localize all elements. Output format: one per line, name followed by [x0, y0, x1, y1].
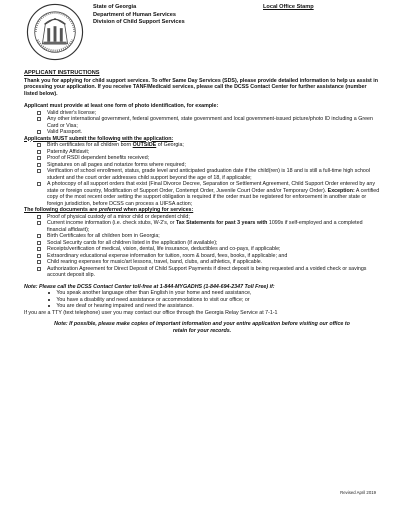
- required-docs-heading: Applicants MUST submit the following with the application:: [24, 135, 174, 142]
- checkbox[interactable]: [37, 267, 41, 271]
- agency-name-block: [93, 4, 185, 27]
- final-note: Note: If possible, please make copies of important information and your entire application before visiting our office to retain for your records.: [54, 321, 350, 334]
- list-item: [37, 220, 380, 233]
- list-item-text: Extraordinary educational expense information for tuition, room & board, fees, books, if applicable; and: [47, 252, 288, 259]
- tty-instructions: If you are a TTY (text telephone) user you may contact our office through the Georgia Relay Service at 7-1-1: [24, 309, 278, 316]
- list-item-text: Birth certificates for all children born OUTSIDE of Georgia;: [47, 142, 184, 148]
- agency-line-division: Division of Child Support Services: [93, 19, 185, 26]
- list-item: [37, 129, 380, 136]
- checkbox[interactable]: [37, 169, 41, 173]
- contact-bullets: [48, 290, 380, 310]
- list-item-text: Paternity Affidavit;: [47, 148, 90, 155]
- checkbox[interactable]: [37, 156, 41, 160]
- list-item-text: You have a disability and need assistance or accommodations to visit our office; or: [56, 296, 250, 303]
- list-item-text: Birth Certificates for all children born in Georgia;: [47, 233, 160, 239]
- instructions-title: APPLICANT INSTRUCTIONS: [24, 70, 100, 76]
- checkbox[interactable]: [37, 130, 41, 134]
- list-item-text: You speak another language other than English in your home and need assistance,: [56, 290, 252, 296]
- checkbox[interactable]: [37, 143, 41, 147]
- list-item-text: Valid driver's license;: [47, 109, 97, 116]
- list-item: [48, 303, 380, 310]
- list-item-text: Receipts/verification of medical, vision, dental, life insurance, deductibles and co-pays, if applicable;: [47, 246, 281, 252]
- list-item-text: Valid Passport.: [47, 129, 83, 135]
- agency-line-department: Department of Human Services: [93, 11, 176, 18]
- list-item-text: Child rearing expenses for music/art lessons, travel, band, clubs, and athletics, if applicable.: [47, 259, 263, 265]
- list-item: [37, 116, 380, 129]
- list-item-text: Signatures on all pages and notarize forms where required;: [47, 161, 186, 168]
- list-item-text: Proof of RSDI dependent benefits received;: [47, 155, 150, 161]
- list-item: [37, 168, 380, 181]
- checkbox[interactable]: [37, 150, 41, 154]
- photo-id-list: [37, 110, 380, 136]
- local-office-stamp-label: Local Office Stamp: [263, 4, 314, 10]
- contact-center-phone: 1-844-MYGADHS (1-844-694-2347 Toll Free): [159, 283, 269, 290]
- bullet-icon: [48, 299, 50, 301]
- checkbox[interactable]: [37, 241, 41, 245]
- bullet-icon: [48, 305, 50, 307]
- list-item: [37, 266, 380, 279]
- checkbox[interactable]: [37, 221, 41, 225]
- instructions-intro: Thank you for applying for child support services. To offer Same Day Services (SDS), please provide detailed information to help us assist in processing your application. If you receive TANF/Medicaid services, please call the DCSS Contact Center for further assistance (number listed below).: [24, 77, 378, 97]
- checkbox[interactable]: [37, 234, 41, 238]
- required-docs-list: [37, 142, 380, 207]
- revision-date: Revised April 2019: [340, 490, 376, 495]
- contact-center-note: [24, 284, 380, 317]
- list-item-text: Authorization Agreement for Direct Deposit of Child Support Payments if direct deposit is being requested and a voided check or savings account deposit slip.: [47, 265, 367, 278]
- list-item-text: Verification of school enrollment, status, grade level and anticipated graduation date if the child(ren) is 18 and is still a full-time high school student and the court order addresses child support beyond the age of 18, if applicable;: [47, 168, 370, 181]
- list-item: [37, 181, 380, 207]
- bullet-icon: [48, 292, 50, 294]
- list-item-text: Any other international government, federal government, state government and local government-issued picture/photo ID including a Green Card or Visa;: [47, 116, 373, 129]
- georgia-state-seal: [26, 3, 84, 61]
- instructions-body: [24, 70, 380, 334]
- checkbox[interactable]: [37, 260, 41, 264]
- list-item-text: Social Security cards for all children listed in the application (if available);: [47, 239, 218, 246]
- preferred-docs-heading: The following documents are preferred when applying for services:: [24, 207, 194, 213]
- checkbox[interactable]: [37, 254, 41, 258]
- checkbox[interactable]: [37, 111, 41, 115]
- checkbox[interactable]: [37, 117, 41, 121]
- list-item-text: Proof of physical custody of a minor child or dependent child;: [47, 213, 190, 220]
- photo-id-heading: Applicant must provide at least one form of photo identification, for example:: [24, 103, 219, 109]
- checkbox[interactable]: [37, 163, 41, 167]
- list-item-text: A photocopy of all support orders that exist (Final Divorce Decree, Separation or Settlement Agreement, Child Support Order entered by any state or foreign country, Modification of Support Order, Contempt Order, Juvenile Court Order and/or Temporary Order). Exception: A certified copy of the most recent order setting the support obligation is required if the order must be registered for enforcement in another state or foreign jurisdiction, before DCSS can process a UIFSA action;: [47, 181, 380, 207]
- checkbox[interactable]: [37, 182, 41, 186]
- checkbox[interactable]: [37, 215, 41, 219]
- preferred-docs-list: [37, 214, 380, 279]
- list-item-text: Current income information (i.e. check stubs, W-2's, or Tax Statements for past 3 years with 1099s if self-employed and a completed financial affidavit);: [47, 220, 363, 233]
- list-item-text: You are deaf or hearing impaired and need the assistance.: [56, 303, 194, 309]
- contact-center-heading: Note: Please call the DCSS Contact Center toll-free at 1-844-MYGADHS (1-844-694-2347 Toll Free) if:: [24, 283, 275, 290]
- agency-line-state: State of Georgia: [93, 4, 137, 10]
- checkbox[interactable]: [37, 247, 41, 251]
